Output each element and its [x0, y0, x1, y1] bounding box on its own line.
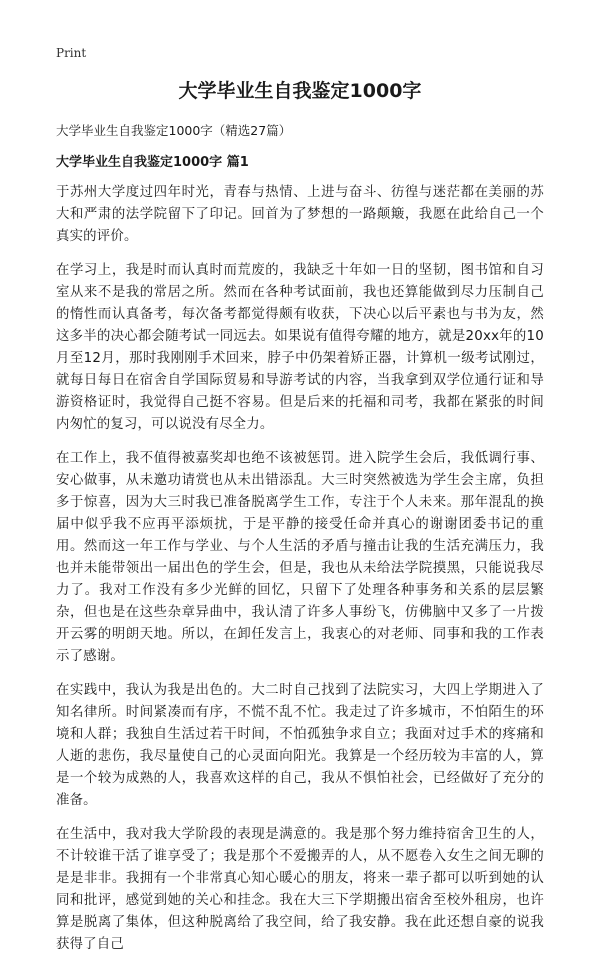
- article-body: [56, 182, 544, 968]
- paragraph-life: 在生活中，我对我大学阶段的表现是满意的。我是那个努力维持宿舍卫生的人，不计较谁干活了谁享受了；我是那个不爱搬弄的人，从不愿卷入女生之间无聊的是是非非。我拥有一个非常真心知心暖心的朋友，将来一辈子都可以听到她的认同和批评，感觉到她的关心和挂念。我在大三下学期搬出宿舍至校外租房，也许算是脱离了集体，但这种脱离给了我空间，给了我安静。我在此还想自豪的说我获得了自己: [56, 827, 544, 952]
- print-link[interactable]: Print: [56, 46, 87, 60]
- page-title: 大学毕业生自我鉴定1000字: [178, 80, 422, 102]
- document-subtitle: 大学毕业生自我鉴定1000字（精选27篇）: [56, 123, 292, 138]
- paragraph-intro: 于苏州大学度过四年时光，青春与热情、上进与奋斗、彷徨与迷茫都在美丽的苏大和严肃的法学院留下了印记。回首为了梦想的一路颠簸，我愿在此给自己一个真实的评价。: [56, 185, 544, 244]
- paragraph-practice: 在实践中，我认为我是出色的。大二时自己找到了法院实习，大四上学期进入了知名律所。时间紧凑而有序，不慌不乱不忙。我走过了许多城市，不怕陌生的环境和人群；我独自生活过若干时间，不怕孤独争求自立；我面对过手术的疼痛和人逝的悲伤，我尽量使自己的心灵面向阳光。我算是一个经历较为丰富的人，算是一个较为成熟的人，我喜欢这样的自己，我从不惧怕社会，已经做好了充分的准备。: [56, 683, 544, 808]
- paragraph-study: 在学习上，我是时而认真时而荒废的，我缺乏十年如一日的坚韧，图书馆和自习室从来不是我的常居之所。然而在各种考试面前，我也还算能做到尽力压制自己的惰性而认真备考，每次备考都觉得颇有收获，下决心以后平素也与书为友，然这多半的决心都会随考试一同远去。如果说有值得夸耀的地方，就是20xx年的10月至12月，那时我刚刚手术回来，脖子中仍架着矫正器，计算机一级考试刚过，就每日每日在宿舍自学国际贸易和导游考试的内容，当我拿到双学位通行证和导游资格证时，我觉得自己挺不容易。但是后来的托福和司考，我都在紧张的时间内匆忙的复习，可以说没有尽全力。: [56, 263, 544, 432]
- section-heading: 大学毕业生自我鉴定1000字 篇1: [56, 155, 249, 170]
- paragraph-work: 在工作上，我不值得被嘉奖却也绝不该被惩罚。进入院学生会后，我低调行事、安心做事，从未邀功请赏也从未出错添乱。大三时突然被选为学生会主席，负担多于惊喜，因为大三时我已准备脱离学生工作，专注于个人未来。那年混乱的换届中似乎我不应再平添烦扰，于是平静的接受任命并真心的谢谢团委书记的重用。然而这一年工作与学业、与个人生活的矛盾与撞击让我的生活充满压力，我也并未能带领出一届出色的学生会，但是，我也从未给法学院摸黑，只能说我尽力了。我对工作没有多少光鲜的回忆，只留下了处理各种事务和关系的层层繁杂，但也是在这些杂章异曲中，我认清了许多人事纷飞，仿佛脑中又多了一片拨开云雾的明朗天地。所以，在卸任发言上，我衷心的对老师、同事和我的工作表示了感谢。: [56, 451, 544, 664]
